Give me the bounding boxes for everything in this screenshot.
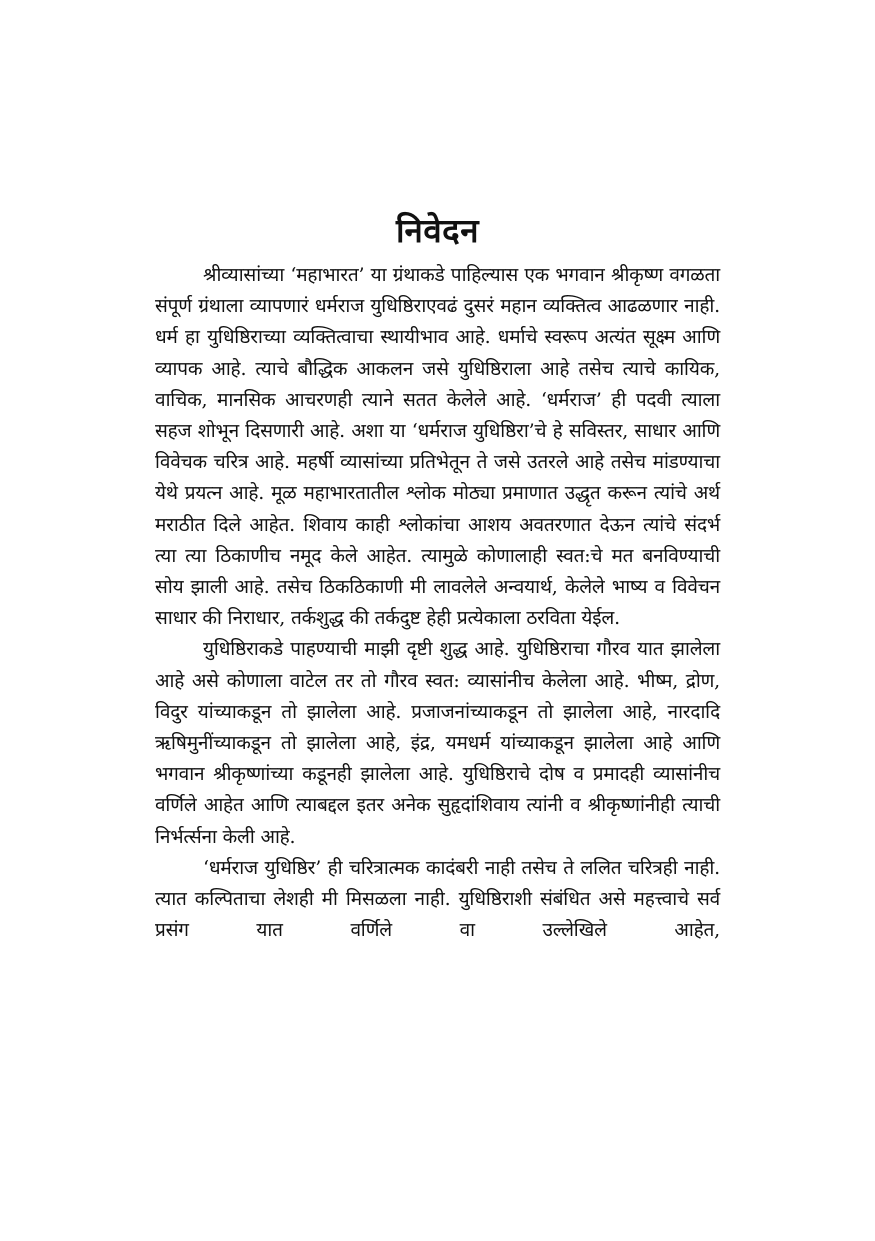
paragraph-2: युधिष्ठिराकडे पाहण्याची माझी दृष्टी शुद्ध आहे. युधिष्ठिराचा गौरव यात झालेला आहे असे कोणाला वाटेल तर तो गौरव स्वत: व्यासांनीच केलेला आहे. भीष्म, द्रोण, विदुर यांच्याकडून तो झालेला आहे. प्रजाजनांच्याकडून तो झालेला आहे, नारदादि ऋषिमुनींच्याकडून तो झालेला आहे, इंद्र, यमधर्म यांच्याकडून झालेला आहे आणि भगवान श्रीकृष्णांच्या कडूनही झालेला आहे. युधिष्ठिराचे दोष व प्रमादही व्यासांनीच वर्णिले आहेत आणि त्याबद्दल इतर अनेक सुहृदांशिवाय त्यांनी व श्रीकृष्णांनीही त्याची निर्भर्त्सना केली आहे. [155, 638, 720, 848]
paragraph-3: ‘धर्मराज युधिष्ठिर’ ही चरित्रात्मक कादंबरी नाही तसेच ते ललित चरित्रही नाही. त्यात कल्पिताचा लेशही मी मिसळला नाही. युधिष्ठिराशी संबंधित असे महत्त्वाचे सर्व प्रसंग यात वर्णिले वा उल्लेखिले आहेत, [155, 856, 720, 942]
paragraph-1: श्रीव्यासांच्या ‘महाभारत’ या ग्रंथाकडे पाहिल्यास एक भगवान श्रीकृष्ण वगळता संपूर्ण ग्रंथाला व्यापणारं धर्मराज युधिष्ठिराएवढं दुसरं महान व्यक्तित्व आढळणार नाही. धर्म हा युधिष्ठिराच्या व्यक्तित्वाचा स्थायीभाव आहे. धर्माचे स्वरूप अत्यंत सूक्ष्म आणि व्यापक आहे. त्याचे बौद्धिक आकलन जसे युधिष्ठिराला आहे तसेच त्याचे कायिक, वाचिक, मानसिक आचरणही त्याने सतत केलेले आहे. ‘धर्मराज’ ही पदवी त्याला सहज शोभून दिसणारी आहे. अशा या ‘धर्मराज युधिष्ठिरा’चे हे सविस्तर, साधार आणि विवेचक चरित्र आहे. महर्षी व्यासांच्या प्रतिभेतून ते जसे उतरले आहे तसेच मांडण्याचा येथे प्रयत्न आहे. मूळ महाभारतातील श्लोक मोठ्या प्रमाणात उद्धृत करून त्यांचे अर्थ मराठीत दिले आहेत. शिवाय काही श्लोकांचा आशय अवतरणात देऊन त्यांचे संदर्भ त्या त्या ठिकाणीच नमूद केले आहेत. त्यामुळे कोणालाही स्वत:चे मत बनविण्याची सोय झाली आहे. तसेच ठिकठिकाणी मी लावलेले अन्वयार्थ, केलेले भाष्य व विवेचन साधार की निराधार, तर्कशुद्ध की तर्कदुष्ट हेही प्रत्येकाला ठरविता येईल. [155, 264, 720, 630]
document-page [155, 208, 720, 946]
page-title: निवेदन [395, 211, 480, 250]
